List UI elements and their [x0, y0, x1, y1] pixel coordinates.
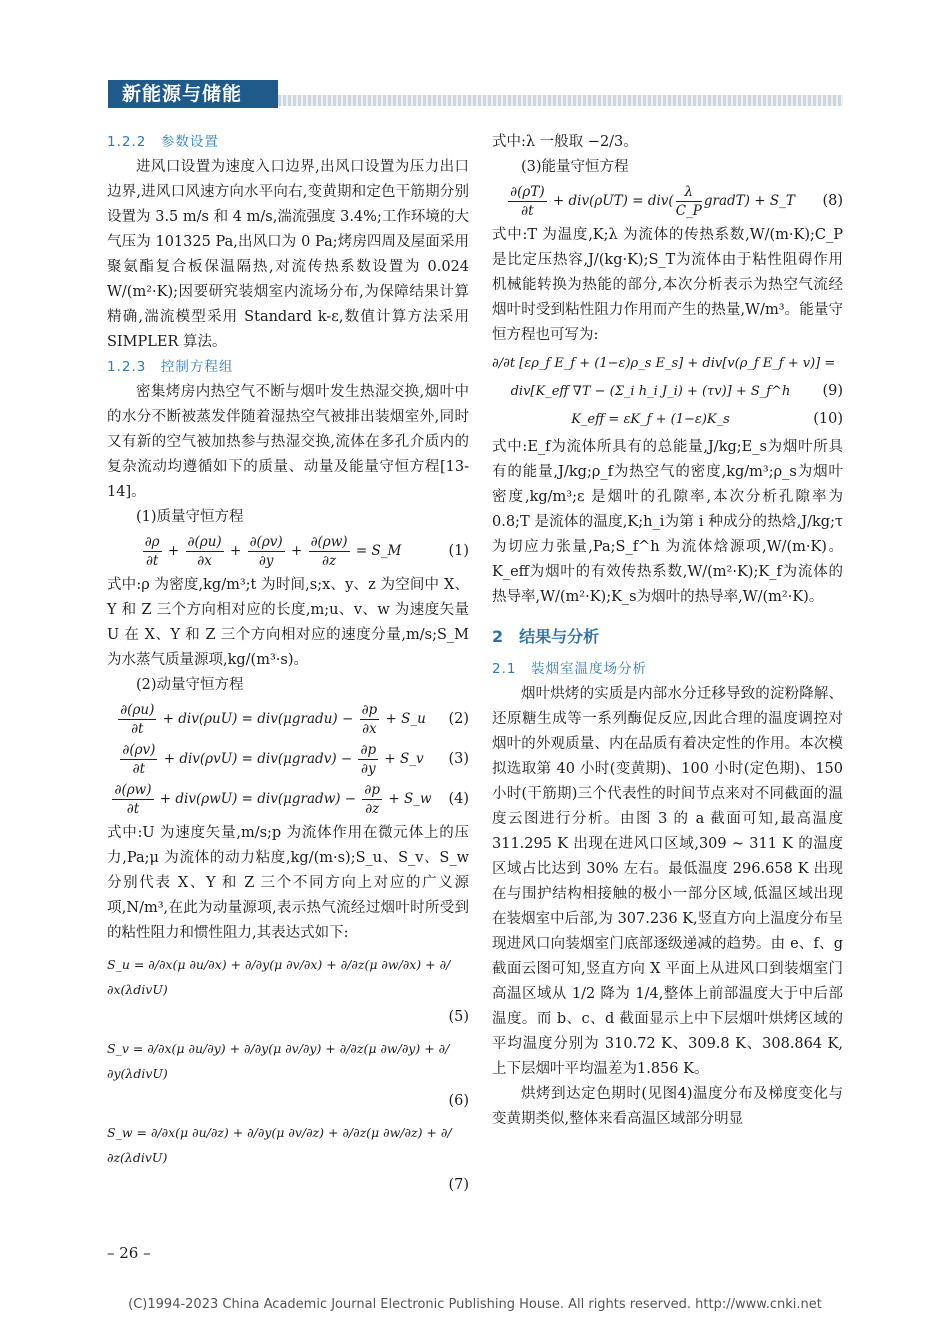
section-heading-2: 2 结果与分析: [492, 627, 600, 646]
equation-10: [492, 407, 843, 432]
eq-term: ∂(ρT): [510, 184, 545, 200]
equation-5: [107, 952, 469, 1002]
paragraph: 密集烤房内热空气不断与烟叶发生热湿交换,烟叶中的水分不断被蒸发伴随着湿热空气被排出装烟室外,同时又有新的空气被加热参与热湿交换,流体在多孔介质内的复杂流动均遵循如下的质量、动量及能量守恒方程[13-14]。: [107, 384, 469, 500]
eq-term: ∂z: [322, 553, 337, 569]
eq-term: ∂/∂x(μ ∂u/∂y) + ∂/∂y(μ ∂v/∂y) + ∂/∂z(μ ∂w/∂y) + ∂/∂y(λdivU): [107, 1041, 450, 1081]
equation-number: (9): [822, 383, 843, 399]
equation-title: (3)能量守恒方程: [521, 159, 629, 175]
eq-term: ∂t: [145, 553, 159, 569]
eq-term: ∂(ρw): [310, 534, 348, 550]
paragraph: 式中:T 为温度,K;λ 为流体的传热系数,W/(m·K);C_P是比定压热容,J/(kg·K);S_T为流体由于粘性阻碍作用机械能转换为热能的部分,本次分析表示为热空气流经烟叶时受到粘性阻力作用而产生的热量,W/m³。能量守恒方程也可写为:: [492, 227, 843, 343]
eq-term: S_w =: [107, 1125, 147, 1140]
eq-term: ∂p: [361, 702, 378, 718]
eq-term: ∂(ρu): [120, 702, 155, 718]
left-column: [107, 130, 469, 1198]
page-number: – 26 –: [107, 1244, 151, 1262]
equation-9a: [492, 351, 843, 376]
paragraph: 式中:U 为速度矢量,m/s;p 为流体作用在微元体上的压力,Pa;μ 为流体的动力粘度,kg/(m·s);S_u、S_v、S_w分别代表 X、Y 和 Z 三个不同方向上对应的广义源项,N/m³,在此为动量源项,表示热气流经过烟叶时所受到的粘性阻力和惯性阻力,其表达式如下:: [107, 825, 469, 941]
eq-term: S_v =: [107, 1041, 144, 1056]
eq-term: ∂y: [258, 553, 274, 569]
subsection-1-2-3: 1.2.3 控制方程组: [107, 359, 234, 375]
eq-term: ∂t: [521, 203, 534, 219]
eq-term: + div(ρvU) = div(μgradv) −: [163, 751, 353, 767]
eq-term: + div(ρUT) = div(: [552, 193, 674, 209]
equation-number: (2): [448, 711, 469, 727]
equation-title: (1)质量守恒方程: [136, 509, 244, 525]
eq-term: gradT) + S_T: [703, 193, 795, 209]
right-column: [492, 130, 843, 1132]
eq-term: ∂(ρw): [114, 782, 152, 798]
eq-term: ∂t: [132, 761, 146, 777]
equation-title: (2)动量守恒方程: [136, 677, 244, 693]
equation-3: [107, 741, 469, 778]
eq-term: + S_v: [384, 751, 424, 767]
equation-number: (1): [448, 543, 469, 559]
copyright-footer: (C)1994-2023 China Academic Journal Electronic Publishing House. All rights reserved. http://www.cnki.net: [128, 1297, 822, 1312]
subsection-2-1: 2.1 装烟室温度场分析: [492, 661, 647, 677]
eq-term: ∂t: [131, 721, 144, 737]
eq-term: + S_w: [388, 791, 432, 807]
paragraph: 烟叶烘烤的实质是内部水分迁移导致的淀粉降解、还原糖生成等一系列酶促反应,因此合理的温度调控对烟叶的外观质量、内在品质有着决定性的作用。本次模拟选取第 40 小时(变黄期)、100 小时(定色期)、150 小时(干筋期)三个代表性的时间节点来对不同截面的温度云图进行分析。由图 3 的 a 截面可知,最高温度 311.295 K 出现在进风口区域,309 ~ 311 K 的温度区域占比达到 30% 左右。最低温度 296.658 K 出现在与围护结构相接触的极小一部分区域,低温区域出现在装烟室中后部,为 307.236 K,竖直方向上温度分布呈现进风口向装烟室门底部逐级递减的趋势。由 e、f、g 截面云图可知,竖直方向 X 平面上从进风口到装烟室门高温区域从 1/2 降为 1/4,整体上前部温度大于中后部温度。而 b、c、d 截面显示上中下层烟叶烘烤区域的平均温度分别为 310.72 K、309.8 K、308.864 K,上下层烟叶平均温差为1.856 K。: [492, 686, 843, 1077]
section-title: 新能源与储能: [108, 80, 278, 108]
section-header-band: [108, 80, 843, 108]
paragraph: 烘烤到达定色期时(见图4)温度分布及梯度变化与变黄期类似,整体来看高温区域部分明显: [492, 1086, 843, 1127]
equation-number: (8): [822, 193, 843, 209]
eq-term: + S_u: [385, 711, 426, 727]
equation-1: $\frac{\partial\rho}{\partial t}$ + $\frac{\partial(\rho u)}{\partial x}$ + $\frac{\partial(\rho v)}{\partial y}$ + $\frac{\partial(\rho w)}{\partial z}$ = S_M (1): [144, 534, 469, 569]
eq-term: = S_M: [355, 543, 402, 559]
eq-term: ∂p: [364, 782, 381, 798]
eq-term: + div(ρwU) = div(μgradw) −: [159, 791, 357, 807]
eq-term: K_eff = εK_f + (1−ε)K_s: [571, 412, 730, 427]
eq-term: ∂/∂t [ερ_f E_f + (1−ε)ρ_s E_s] + div[v(ρ_f E_f + v)] =: [492, 356, 836, 371]
equation-number: (6): [448, 1093, 469, 1109]
eq-term: ∂(ρu): [187, 534, 222, 550]
equation-number: (3): [448, 751, 469, 767]
paragraph: 式中:λ 一般取 −2/3。: [492, 134, 638, 150]
equation-2: [107, 701, 469, 738]
equation-9b: [492, 379, 843, 404]
equation-6: [107, 1036, 469, 1086]
eq-term: ∂(ρv): [122, 742, 156, 758]
eq-term: ∂y: [360, 761, 376, 777]
eq-term: ∂z: [365, 801, 380, 817]
eq-term: ∂x: [362, 721, 377, 737]
eq-term: ∂t: [126, 801, 140, 817]
eq-term: ∂x: [197, 553, 212, 569]
eq-term: ∂ρ: [144, 534, 160, 550]
eq-term: div[K_eff ∇T − (Σ_i h_i J_i) + (τv)] + S_f^h: [510, 384, 791, 399]
equation-7: [107, 1120, 469, 1170]
equation-number: (10): [813, 411, 843, 427]
header-decor-strip: [278, 95, 843, 106]
equation-number: (7): [448, 1177, 469, 1193]
eq-term: λ: [676, 183, 702, 202]
eq-term: S_u =: [107, 957, 145, 972]
paragraph: 进风口设置为速度入口边界,出风口设置为压力出口边界,进风口风速方向水平向右,变黄期和定色干筋期分别设置为 3.5 m/s 和 4 m/s,湍流强度 3.4%;工作环境的大气压为 101325 Pa,出风口为 0 Pa;烤房四周及屋面采用聚氨酯复合板保温隔热,对流传热系数设置为 0.024 W/(m²·K);因要研究装烟室内流场分布,为保障结果计算精确,湍流模型采用 Standard k-ε,数值计算方法采用 SIMPLER 算法。: [107, 159, 469, 350]
eq-term: ∂/∂x(μ ∂u/∂x) + ∂/∂y(μ ∂v/∂x) + ∂/∂z(μ ∂w/∂x) + ∂/∂x(λdivU): [107, 957, 451, 997]
eq-term: + div(ρuU) = div(μgradu) −: [162, 711, 354, 727]
eq-term: ∂/∂x(μ ∂u/∂z) + ∂/∂y(μ ∂v/∂z) + ∂/∂z(μ ∂w/∂z) + ∂/∂z(λdivU): [107, 1125, 452, 1165]
eq-term: C_P: [675, 203, 702, 219]
eq-term: ∂p: [360, 742, 377, 758]
equation-8: [492, 183, 843, 220]
paragraph: 式中:ρ 为密度,kg/m³;t 为时间,s;x、y、z 为空间中 X、Y 和 Z 三个方向相对应的长度,m;u、v、w 为速度矢量 U 在 X、Y 和 Z 三个方向相对应的速度分量,m/s;S_M为水蒸气质量源项,kg/(m³·s)。: [107, 577, 469, 668]
equation-number: (4): [448, 791, 469, 807]
paragraph: 式中:E_f为流体所具有的总能量,J/kg;E_s为烟叶所具有的能量,J/kg;ρ_f为热空气的密度,kg/m³;ρ_s为烟叶密度,kg/m³;ε 是烟叶的孔隙率,本次分析孔隙率为 0.8;T 是流体的温度,K;h_i为第 i 种成分的热焓,J/kg;τ 为切应力张量,Pa;S_f^h 为流体焓源项,W/(m·K)。K_eff为烟叶的有效传热系数,W/(m²·K);K_f为流体的热导率,W/(m²·K);K_s为烟叶的热导率,W/(m²·K)。: [492, 439, 843, 605]
subsection-1-2-2: 1.2.2 参数设置: [107, 134, 219, 150]
eq-term: ∂(ρv): [249, 534, 283, 550]
equation-number: (5): [448, 1009, 469, 1025]
equation-4: [107, 781, 469, 818]
